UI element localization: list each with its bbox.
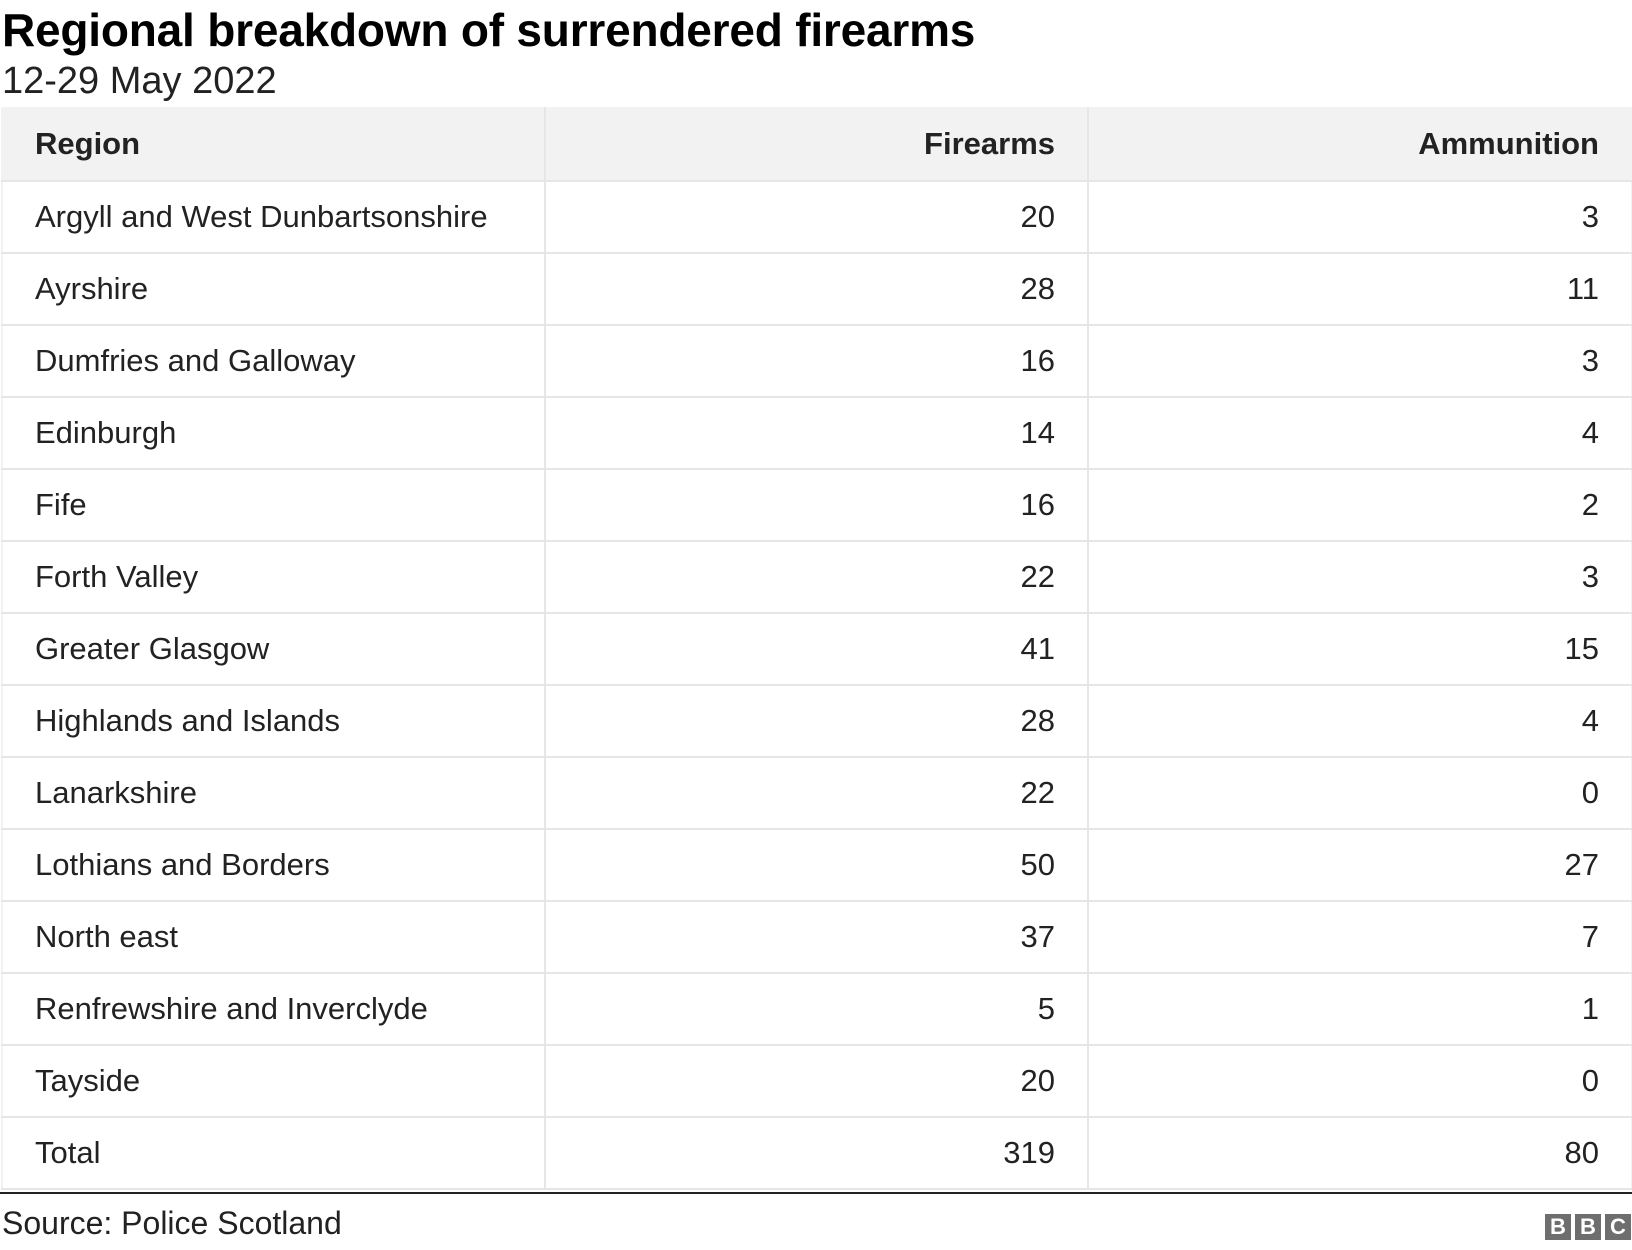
firearms-cell: 28: [545, 253, 1088, 325]
region-cell: Tayside: [2, 1045, 545, 1117]
table-body: [2, 181, 1632, 1189]
table-row: [2, 325, 1632, 397]
ammunition-cell: 80: [1088, 1117, 1632, 1189]
ammunition-cell: 4: [1088, 397, 1632, 469]
bbc-logo: [1545, 1214, 1631, 1240]
logo-letter: B: [1545, 1214, 1571, 1240]
region-cell: Lothians and Borders: [2, 829, 545, 901]
region-cell: Dumfries and Galloway: [2, 325, 545, 397]
column-header-firearms: Firearms: [545, 107, 1088, 181]
firearms-cell: 5: [545, 973, 1088, 1045]
table-row: [2, 685, 1632, 757]
ammunition-cell: 0: [1088, 1045, 1632, 1117]
data-table: [1, 107, 1632, 1190]
ammunition-cell: 15: [1088, 613, 1632, 685]
table-row: [2, 1045, 1632, 1117]
firearms-cell: 319: [545, 1117, 1088, 1189]
ammunition-cell: 3: [1088, 541, 1632, 613]
firearms-cell: 22: [545, 757, 1088, 829]
region-cell: North east: [2, 901, 545, 973]
firearms-cell: 20: [545, 181, 1088, 253]
logo-letter: C: [1605, 1214, 1631, 1240]
ammunition-cell: 11: [1088, 253, 1632, 325]
table-row: [2, 901, 1632, 973]
table-header-row: [2, 107, 1632, 181]
table-row: [2, 757, 1632, 829]
firearms-cell: 50: [545, 829, 1088, 901]
chart-subtitle: 12-29 May 2022: [2, 60, 277, 102]
ammunition-cell: 3: [1088, 181, 1632, 253]
region-cell: Lanarkshire: [2, 757, 545, 829]
ammunition-cell: 2: [1088, 469, 1632, 541]
ammunition-cell: 27: [1088, 829, 1632, 901]
table-row: [2, 829, 1632, 901]
firearms-cell: 16: [545, 469, 1088, 541]
table-row: [2, 397, 1632, 469]
ammunition-cell: 0: [1088, 757, 1632, 829]
firearms-cell: 22: [545, 541, 1088, 613]
firearms-cell: 16: [545, 325, 1088, 397]
region-cell: Argyll and West Dunbartsonshire: [2, 181, 545, 253]
firearms-cell: 14: [545, 397, 1088, 469]
ammunition-cell: 3: [1088, 325, 1632, 397]
region-cell: Total: [2, 1117, 545, 1189]
region-cell: Greater Glasgow: [2, 613, 545, 685]
source-note: Source: Police Scotland: [2, 1205, 342, 1241]
chart-title: Regional breakdown of surrendered firearms: [2, 4, 976, 56]
firearms-cell: 20: [545, 1045, 1088, 1117]
table-row: [2, 253, 1632, 325]
table-row: [2, 469, 1632, 541]
ammunition-cell: 1: [1088, 973, 1632, 1045]
table-row: [2, 973, 1632, 1045]
footer-divider: [0, 1192, 1632, 1194]
firearms-cell: 41: [545, 613, 1088, 685]
column-header-ammunition: Ammunition: [1088, 107, 1632, 181]
firearms-cell: 28: [545, 685, 1088, 757]
table-row: [2, 1117, 1632, 1189]
table-row: [2, 541, 1632, 613]
region-cell: Renfrewshire and Inverclyde: [2, 973, 545, 1045]
firearms-cell: 37: [545, 901, 1088, 973]
region-cell: Edinburgh: [2, 397, 545, 469]
region-cell: Highlands and Islands: [2, 685, 545, 757]
region-cell: Forth Valley: [2, 541, 545, 613]
logo-letter: B: [1575, 1214, 1601, 1240]
ammunition-cell: 7: [1088, 901, 1632, 973]
table-row: [2, 613, 1632, 685]
region-cell: Fife: [2, 469, 545, 541]
column-header-region: Region: [2, 107, 545, 181]
region-cell: Ayrshire: [2, 253, 545, 325]
ammunition-cell: 4: [1088, 685, 1632, 757]
table-row: [2, 181, 1632, 253]
